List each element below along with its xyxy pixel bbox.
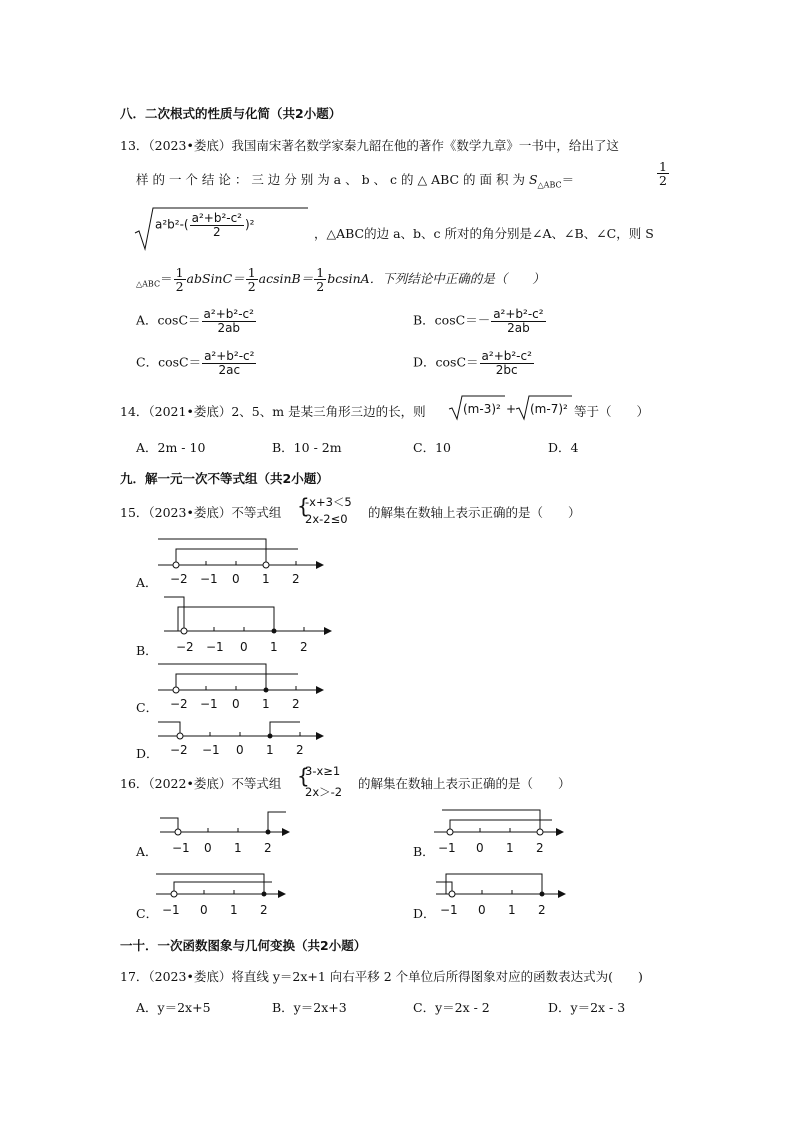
q16-option-d-label[interactable]: D． — [413, 906, 436, 921]
q16-c-tick-3: 1 — [230, 903, 238, 917]
q14-plus: + — [506, 402, 517, 416]
q13-option-d-label: D．cosC＝ — [413, 354, 479, 370]
q13-option-b-den: 2ab — [507, 320, 530, 335]
q15-c-tick-5: 2 — [292, 697, 300, 711]
q14-stem-pre: 14．（2021•娄底）2、5、m 是某三角形三边的长，则 — [120, 404, 426, 419]
q16-stem-pre: 16．（2022•娄底）不等式组 — [120, 776, 282, 791]
q13-line4-f3-den: 2 — [316, 279, 325, 295]
q15-d-tick-4: 1 — [266, 743, 274, 757]
q15-a-tick-4: 1 — [262, 572, 270, 586]
q13-area-s: S — [528, 172, 538, 187]
q13-option-c[interactable] — [136, 350, 257, 376]
q15-d-tick-1: −2 — [170, 743, 188, 757]
q13-option-d-den: 2bc — [495, 362, 518, 377]
q16-a-tick-3: 1 — [234, 841, 242, 855]
q15-b-tick-5: 2 — [300, 640, 308, 654]
q13-radical-tail: )² — [245, 217, 255, 232]
q13-area-sub: △ABC — [537, 180, 562, 190]
q16-d-tick-1: −1 — [440, 903, 458, 917]
q13-eq: ＝ — [561, 172, 575, 187]
q16-option-b-label[interactable]: B． — [413, 844, 435, 859]
q14-stem-post: 等于（ ） — [574, 404, 650, 419]
q13-radical-num: a²+b²-c² — [191, 211, 242, 225]
q16-d-tick-3: 1 — [508, 903, 516, 917]
q13-radical-content — [155, 212, 255, 238]
q16-brace: { — [297, 764, 310, 788]
q15-stem-pre: 15．（2023•娄底）不等式组 — [120, 505, 282, 520]
q15-option-b-label[interactable]: B． — [136, 643, 158, 658]
q15-c-tick-4: 1 — [262, 697, 270, 711]
q17-option-b[interactable]: B．y＝2x+3 — [272, 1000, 347, 1015]
q15-d-tick-3: 0 — [236, 743, 244, 757]
q15-a-tick-1: −2 — [170, 572, 188, 586]
q13-line4-f2-den: 2 — [247, 279, 256, 295]
section-heading-9: 九．解一元一次不等式组（共2小题） — [120, 471, 329, 486]
q15-option-d-label[interactable]: D． — [136, 746, 159, 761]
q13-line4-t2: acsinB＝ — [258, 271, 314, 287]
q17-option-c[interactable]: C．y＝2x - 2 — [413, 1000, 490, 1015]
q13-half-num: 1 — [659, 159, 667, 174]
q15-c-tick-1: −2 — [170, 697, 188, 711]
q13-radical-den: 2 — [212, 224, 221, 239]
q13-option-c-num: a²+b²-c² — [204, 349, 255, 363]
q15-b-tick-2: −1 — [206, 640, 224, 654]
q13-line4-f1-num: 1 — [175, 265, 184, 280]
q15-a-tick-2: −1 — [200, 572, 218, 586]
q16-c-tick-4: 2 — [260, 903, 268, 917]
q16-option-c-numberline[interactable] — [156, 868, 326, 918]
q13-option-a[interactable] — [136, 308, 257, 334]
q15-b-tick-3: 0 — [240, 640, 248, 654]
q17-stem: 17．（2023•娄底）将直线 y＝2x+1 向右平移 2 个单位后所得图象对应的函数表达式为( ) — [120, 969, 643, 984]
q16-a-tick-1: −1 — [172, 841, 190, 855]
q14-option-c[interactable]: C．10 — [413, 440, 451, 455]
q13-option-b-num: a²+b²-c² — [493, 307, 544, 321]
q15-b-tick-4: 1 — [270, 640, 278, 654]
q13-option-a-den: 2ab — [217, 320, 241, 335]
q17-option-a[interactable]: A．y＝2x+5 — [136, 1000, 211, 1015]
q16-stem-post: 的解集在数轴上表示正确的是（ ） — [358, 776, 571, 791]
q13-line4-t3: bcsinA．下列结论中正确的是（ ） — [327, 271, 545, 287]
q16-option-a-numberline[interactable] — [160, 806, 330, 856]
q13-option-b-label: B．cosC＝－ — [413, 312, 491, 328]
q13-line2 — [136, 170, 574, 190]
q17-option-d[interactable]: D．y＝2x - 3 — [548, 1000, 626, 1015]
q16-b-tick-4: 2 — [536, 841, 544, 855]
q13-line3-tail: ，△ABC的边 a、b、c 所对的角分别是∠A、∠B、∠C，则 S — [314, 226, 654, 241]
q13-option-c-den: 2ac — [218, 362, 241, 377]
q13-line4-f1-den: 2 — [175, 279, 184, 295]
q15-d-tick-5: 2 — [296, 743, 304, 757]
q13-line4-f2-num: 1 — [247, 265, 256, 280]
q16-b-tick-3: 1 — [506, 841, 514, 855]
q13-option-c-label: C．cosC＝ — [136, 354, 202, 370]
section-heading-8: 八．二次根式的性质与化简（共2小题） — [120, 106, 342, 121]
q13-line4-t1: abSinC＝ — [186, 271, 245, 287]
q15-b-tick-1: −2 — [176, 640, 194, 654]
q13-line2-text: 样 的 一 个 结 论 ： 三 边 分 别 为 a 、 b 、 c 的 △ ABC 的 面 积 为 — [136, 172, 525, 187]
q15-c-tick-3: 0 — [232, 697, 240, 711]
q16-option-b-numberline[interactable] — [434, 806, 604, 856]
q14-radical-1: (m-3)² — [463, 402, 501, 416]
q13-option-a-label: A．cosC＝ — [136, 312, 201, 328]
q13-half-fraction — [656, 160, 670, 187]
q15-option-c-numberline[interactable] — [158, 662, 358, 712]
q14-option-d[interactable]: D．4 — [548, 440, 579, 455]
q16-c-tick-2: 0 — [200, 903, 208, 917]
q15-stem-post: 的解集在数轴上表示正确的是（ ） — [368, 505, 581, 520]
q15-a-tick-5: 2 — [292, 572, 300, 586]
q16-option-c-label[interactable]: C． — [136, 906, 159, 921]
q16-c-tick-1: −1 — [162, 903, 180, 917]
q16-d-tick-4: 2 — [538, 903, 546, 917]
q15-a-tick-3: 0 — [232, 572, 240, 586]
q15-ineq-1: -x+3＜5 — [305, 495, 352, 509]
q15-d-tick-2: −1 — [202, 743, 220, 757]
q16-b-tick-1: −1 — [438, 841, 456, 855]
q13-line4-f3-num: 1 — [316, 265, 325, 280]
q15-option-c-label[interactable]: C． — [136, 700, 159, 715]
q16-option-a-label[interactable]: A． — [136, 844, 158, 859]
q15-ineq-2: 2x-2≤0 — [305, 512, 348, 526]
q16-a-tick-2: 0 — [204, 841, 212, 855]
q15-option-a-label[interactable]: A． — [136, 575, 158, 590]
q13-line1: 13．（2023•娄底）我国南宋著名数学家秦九韶在他的著作《数学九章》一书中，给出了这 — [120, 138, 619, 153]
q13-radical-head: a²b²-( — [155, 217, 189, 232]
q16-ineq-2: 2x＞-2 — [305, 785, 343, 799]
q13-option-a-num: a²+b²-c² — [203, 307, 254, 321]
q15-option-b-numberline[interactable] — [164, 595, 364, 655]
q16-ineq-1: 3-x≥1 — [305, 764, 341, 778]
q14-option-b[interactable]: B．10 - 2m — [272, 440, 342, 455]
q13-option-b[interactable] — [413, 308, 547, 334]
q13-half-den: 2 — [659, 173, 667, 189]
q13-line4-sub: △ABC — [136, 279, 161, 289]
q14-option-a[interactable]: A．2m - 10 — [136, 440, 206, 455]
q13-option-d[interactable] — [413, 350, 535, 376]
q16-d-tick-2: 0 — [478, 903, 486, 917]
q16-b-tick-2: 0 — [476, 841, 484, 855]
q15-option-a-numberline[interactable] — [158, 537, 358, 587]
q15-brace: { — [297, 494, 310, 518]
section-heading-10: 一十．一次函数图象与几何变换（共2小题） — [120, 938, 367, 953]
q14-stem — [120, 402, 426, 420]
q16-a-tick-4: 2 — [264, 841, 272, 855]
q13-line4: $_{\triangle ABC}$＝ $\frac{1}{2}$ abSinC＝ $\frac{1}{2}$ acsinB＝ $\frac{1}{2}$ bcsinA．下列结论中正确的是（ ） — [136, 265, 545, 295]
q15-option-d-numberline[interactable] — [158, 718, 358, 762]
q14-radical-2: (m-7)² — [530, 402, 568, 416]
q13-option-d-num: a²+b²-c² — [481, 349, 532, 363]
q16-option-d-numberline[interactable] — [436, 868, 606, 918]
q15-c-tick-2: −1 — [200, 697, 218, 711]
